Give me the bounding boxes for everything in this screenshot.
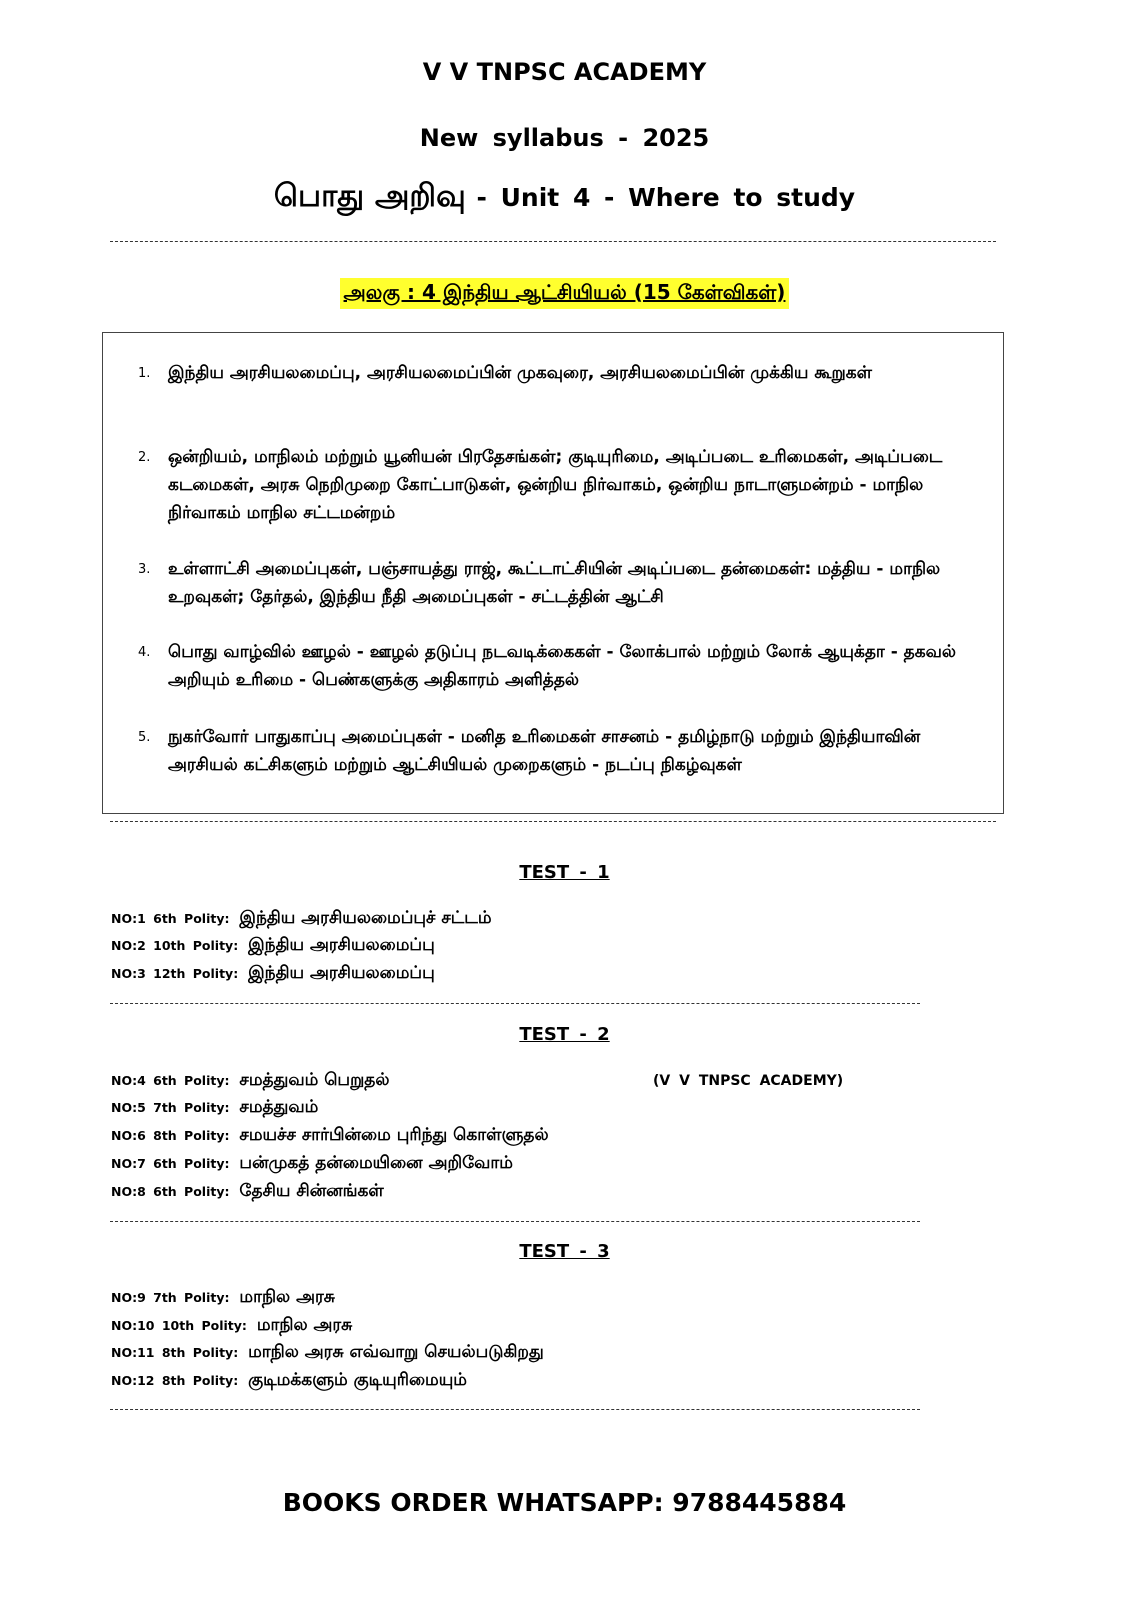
test-2-heading: TEST - 2: [519, 1024, 610, 1045]
topic-item: [138, 359, 968, 387]
chapter-title: இந்திய அரசியலமைப்பு: [248, 935, 435, 955]
footer-order-info: BOOKS ORDER WHATSAPP: 9788445884: [282, 1488, 847, 1517]
divider: [110, 1221, 920, 1222]
unit-banner: அலகு : 4 இந்திய ஆட்சியியல் (15 கேள்விகள்): [340, 278, 790, 309]
chapter-title: சமயச்ச சார்பின்மை புரிந்து கொள்ளுதல்: [239, 1125, 549, 1145]
topic-item: [138, 723, 968, 779]
test-3-heading-row: [0, 1241, 1129, 1262]
chapter-title: தேசிய சின்னங்கள்: [239, 1181, 384, 1201]
test-2-heading-row: [0, 1024, 1129, 1045]
test-row: [111, 1181, 384, 1203]
test-row: [111, 1342, 544, 1364]
book-ref: NO:10 10th Polity:: [111, 1318, 247, 1333]
test-row: [111, 908, 492, 930]
book-ref: NO:2 10th Polity:: [111, 938, 239, 953]
divider: [110, 1409, 920, 1410]
chapter-title: இந்திய அரசியலமைப்பு: [248, 963, 435, 983]
test-row: [111, 1125, 549, 1147]
book-ref: NO:8 6th Polity:: [111, 1184, 230, 1199]
unit-banner-row: [0, 278, 1129, 309]
topic-number: 5.: [138, 730, 151, 745]
test-1-heading-row: [0, 862, 1129, 883]
chapter-title: மாநில அரசு: [256, 1315, 353, 1335]
test-row: [111, 1315, 352, 1337]
test-row: [111, 1370, 467, 1392]
test-row: [111, 1097, 318, 1119]
book-ref: NO:11 8th Polity:: [111, 1345, 239, 1360]
book-ref: NO:1 6th Polity:: [111, 911, 230, 926]
topic-text: நுகர்வோர் பாதுகாப்பு அமைப்புகள் - மனித உரிமைகள் சாசனம் - தமிழ்நாடு மற்றும் இந்தியாவின் அரசியல் கட்சிகளும் மற்றும் ஆட்சியியல் முறைகளும் - நடப்பு நிகழ்வுகள்: [168, 727, 921, 775]
topic-number: 2.: [138, 450, 151, 465]
test-row: [111, 1287, 335, 1309]
topic-item: [138, 638, 968, 694]
chapter-title: சமத்துவம் பெறுதல்: [239, 1070, 390, 1090]
book-ref: NO:3 12th Polity:: [111, 966, 239, 981]
test-1-heading: TEST - 1: [519, 862, 610, 883]
book-ref: NO:7 6th Polity:: [111, 1156, 230, 1171]
subject-heading: [0, 178, 1129, 218]
book-ref: NO:5 7th Polity:: [111, 1100, 230, 1115]
test-row: [111, 1070, 389, 1092]
topic-text: உள்ளாட்சி அமைப்புகள், பஞ்சாயத்து ராஜ், கூட்டாட்சியின் அடிப்படை தன்மைகள்: மத்திய - மாநில உறவுகள்; தேர்தல், இந்திய நீதி அமைப்புகள் - சட்டத்தின் ஆட்சி: [168, 559, 941, 607]
chapter-title: சமத்துவம்: [239, 1097, 319, 1117]
divider: [110, 1003, 920, 1004]
chapter-title: மாநில அரசு எவ்வாறு செயல்படுகிறது: [248, 1342, 544, 1362]
topic-number: 4.: [138, 645, 151, 660]
subject-tamil: பொது அறிவு: [273, 178, 466, 214]
test-row: [111, 935, 435, 957]
book-ref: NO:6 8th Polity:: [111, 1128, 230, 1143]
topic-number: 1.: [138, 366, 151, 381]
test-row: [111, 963, 435, 985]
topic-text: ஒன்றியம், மாநிலம் மற்றும் யூனியன் பிரதேசங்கள்; குடியுரிமை, அடிப்படை உரிமைகள், அடிப்படை கடமைகள், அரசு நெறிமுறை கோட்பாடுகள், ஒன்றிய நிர்வாகம், ஒன்றிய நாடாளுமன்றம் - மாநில நிர்வாகம் மாநில சட்டமன்றம்: [168, 447, 943, 523]
topic-item: [138, 443, 968, 527]
syllabus-year: New syllabus - 2025: [419, 124, 710, 152]
topics-box: [102, 332, 1004, 814]
chapter-title: பன்முகத் தன்மையினை அறிவோம்: [239, 1153, 513, 1173]
divider: [110, 821, 996, 822]
academy-watermark-note: (V V TNPSC ACADEMY): [653, 1073, 844, 1089]
test-row: [111, 1153, 513, 1175]
subject-unit: - Unit 4 - Where to study: [476, 183, 856, 212]
academy-title: V V TNPSC ACADEMY: [422, 58, 707, 86]
test-3-heading: TEST - 3: [519, 1241, 610, 1262]
topic-item: [138, 555, 968, 611]
chapter-title: மாநில அரசு: [239, 1287, 335, 1307]
chapter-title: இந்திய அரசியலமைப்புச் சட்டம்: [239, 908, 492, 928]
topic-number: 3.: [138, 562, 151, 577]
book-ref: NO:4 6th Polity:: [111, 1073, 230, 1088]
topic-text: பொது வாழ்வில் ஊழல் - ஊழல் தடுப்பு நடவடிக்கைகள் - லோக்பால் மற்றும் லோக் ஆயுக்தா - தகவல் அறியும் உரிமை - பெண்களுக்கு அதிகாரம் அளித்தல்: [168, 642, 957, 690]
chapter-title: குடிமக்களும் குடியுரிமையும்: [248, 1370, 467, 1390]
book-ref: NO:12 8th Polity:: [111, 1373, 239, 1388]
topic-text: இந்திய அரசியலமைப்பு, அரசியலமைப்பின் முகவுரை, அரசியலமைப்பின் முக்கிய கூறுகள்: [168, 363, 872, 383]
book-ref: NO:9 7th Polity:: [111, 1290, 230, 1305]
divider: [110, 241, 996, 242]
